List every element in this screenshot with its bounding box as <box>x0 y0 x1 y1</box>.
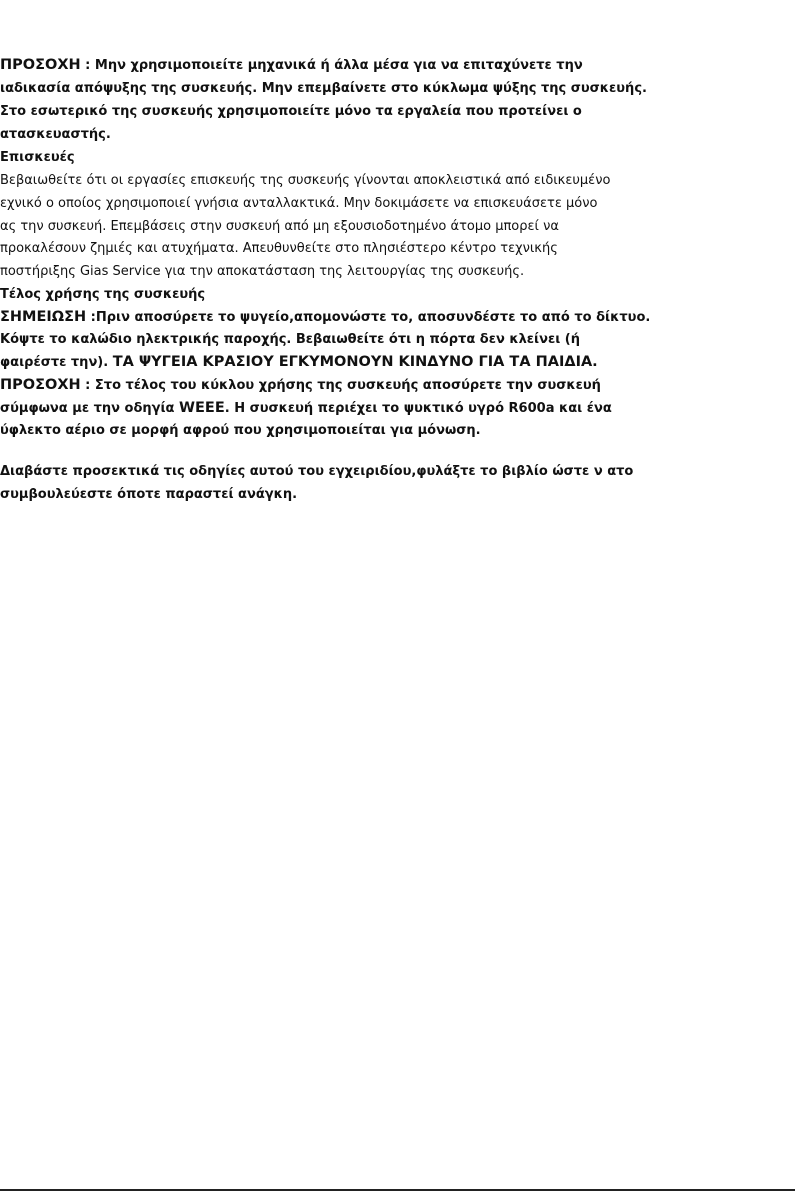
repairs-line-4: προκαλέσουν ζημιές και ατυχήματα. Απευθυνθείτε στο πλησιέστερο κέντρο τεχνικής <box>0 241 558 256</box>
weee-label: WEEE <box>179 400 225 416</box>
warning-defrost-line-2: ιαδικασία απόψυξης της συσκευής. Μην επεμβαίνετε στο κύκλωμα ψύξης της συσκευής. <box>0 81 647 96</box>
disposal-line-3: ύφλεκτο αέριο σε μορφή αφρού που χρησιμοποιείται για μόνωση. <box>0 423 481 438</box>
note-line-1 <box>0 308 650 327</box>
note-line-2: Κόψτε το καλώδιο ηλεκτρικής παροχής. Βεβαιωθείτε ότι η πόρτα δεν κλείνει (ή <box>0 332 580 347</box>
children-danger-warning: ΤΑ ΨΥΓΕΙΑ ΚΡΑΣΙΟΥ ΕΓΚΥΜΟΝΟΥΝ ΚΙΝΔΥΝΟ ΓΙΑ ΤΑ ΠΑΙΔΙΑ. <box>112 354 598 370</box>
disposal-text: : Στο τέλος του κύκλου χρήσης της συσκευής αποσύρετε την συσκευή <box>80 378 601 393</box>
end-of-life-heading: Τέλος χρήσης της συσκευής <box>0 287 206 302</box>
disposal-warning-label: ΠΡΟΣΟΧΗ <box>0 377 81 393</box>
note-text: :Πριν αποσύρετε το ψυγείο,απομονώστε το, αποσυνδέστε το από το δίκτυο. <box>86 310 651 325</box>
repairs-line-3: ας την συσκευή. Επεμβάσεις στην συσκευή από μη εξουσιοδοτημένο άτομο μπορεί να <box>0 219 559 234</box>
refrigerant-text: . Η συσκευή περιέχει το ψυκτικό υγρό R600a και ένα <box>224 401 612 416</box>
warning-defrost-line-1 <box>0 56 583 75</box>
repairs-heading: Επισκευές <box>0 150 75 165</box>
tools-line-1: Στο εσωτερικό της συσκευής χρησιμοποιείτε μόνο τα εργαλεία που προτείνει ο <box>0 104 582 119</box>
warning-defrost-text: : Μην χρησιμοποιείτε μηχανικά ή άλλα μέσα για να επιταχύνετε την <box>80 58 583 73</box>
disposal-directive-text: σύμφωνα με την οδηγία <box>0 401 180 416</box>
repairs-line-5: ποστήριξης Gias Service για την αποκατάσταση της λειτουργίας της συσκευής. <box>0 264 525 279</box>
repairs-line-1: Βεβαιωθείτε ότι οι εργασίες επισκευής της συσκευής γίνονται αποκλειστικά από ειδικευμένο <box>0 173 611 188</box>
read-instructions-line-2: συμβουλεύεστε όποτε παραστεί ανάγκη. <box>0 487 298 502</box>
note-line-3 <box>0 353 598 372</box>
note-door-text: φαιρέστε την). <box>0 355 113 370</box>
disposal-line-1 <box>0 376 601 395</box>
disposal-line-2 <box>0 399 612 418</box>
repairs-line-2: εχνικό ο οποίος χρησιμοποιεί γνήσια ανταλλακτικά. Μην δοκιμάσετε να επισκευάσετε μόνο <box>0 196 598 211</box>
read-instructions-line-1: Διαβάστε προσεκτικά τις οδηγίες αυτού του εγχειριδίου,φυλάξτε το βιβλίο ώστε ν ατο <box>0 464 634 479</box>
note-label: ΣΗΜΕΙΩΣΗ <box>0 309 87 325</box>
warning-label: ΠΡΟΣΟΧΗ <box>0 57 81 73</box>
tools-line-2: ατασκευαστής. <box>0 127 111 142</box>
